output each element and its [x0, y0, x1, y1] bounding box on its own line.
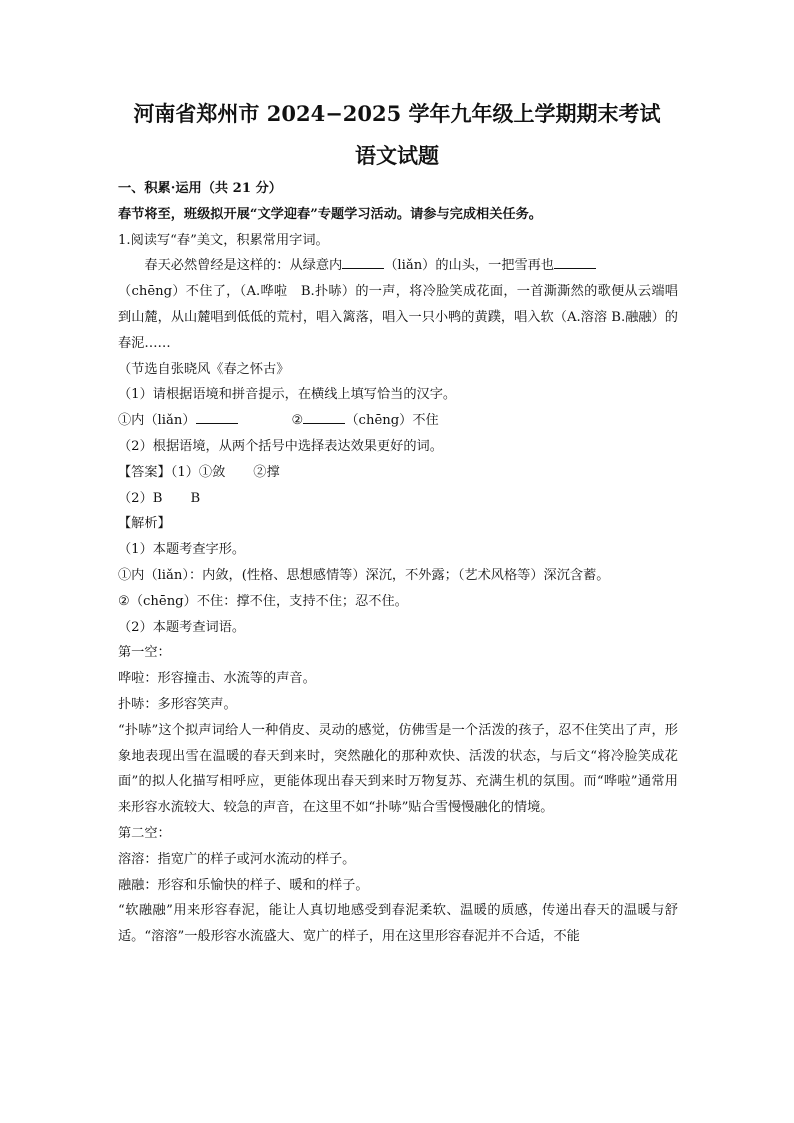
document-title: 河南省郑州市 2024−2025 学年九年级上学期期末考试: [133, 101, 661, 126]
analysis-paragraph: “扑哧”这个拟声词给人一种俏皮、灵动的感觉，仿佛雪是一个活泼的孩子，忍不住笑出了声，形象地表现出雪在温暖的春天到来时，突然融化的那种欢快、活泼的状态，与后文“将冷脸笑成花面”的拟人化描写相呼应，更能体现出春天到来时万物复苏、充满生机的氛围。而“哗啦”通常用来形容水流较大、较急的声音，在这里不如“扑哧”贴合雪慢慢融化的情境。: [118, 722, 678, 816]
section-heading: 一、积累·运用（共 21 分）: [118, 181, 282, 196]
document-subtitle: 语文试题: [355, 143, 439, 168]
analysis-line: ②（chēng）不住：撑不住，支持不住；忍不住。: [118, 593, 408, 609]
section-intro: 春节将至，班级拟开展“文学迎春”专题学习活动。请参与完成相关任务。: [118, 206, 542, 222]
analysis-line: 扑哧：多形容笑声。: [118, 696, 237, 712]
passage-source: （节选自张晓风《春之怀古》: [118, 361, 290, 377]
answer-text: ②撑: [253, 464, 280, 480]
analysis-line: ①内（liǎn）：内敛，(性格、思想感情等）深沉，不外露；（艺术风格等）深沉含蓄。: [118, 567, 610, 583]
fill-item-2-suffix: （chēng）不住: [345, 413, 439, 429]
analysis-line: 溶溶：指宽广的样子或河水流动的样子。: [118, 851, 356, 867]
analysis-label: 【解析】: [118, 516, 171, 532]
passage-line1: [118, 253, 678, 279]
answer-blank: [196, 409, 238, 424]
sub-question-2: （2）根据语境，从两个括号中选择表达效果更好的词。: [118, 438, 443, 454]
answer-line-2: [118, 486, 678, 512]
analysis-line: （1）本题考查字形。: [118, 542, 246, 558]
question-prompt: 1.阅读写“春”美文，积累常用字词。: [118, 232, 329, 248]
answer-text: （1）①敛: [170, 464, 226, 480]
answer-blank: [303, 409, 345, 424]
fill-in-line: [118, 408, 678, 434]
answer-line-1: [118, 460, 678, 486]
passage-text: （liǎn）的山头，一把雪再也: [384, 258, 555, 274]
analysis-paragraph: “软融融”用来形容春泥，能让人真切地感受到春泥柔软、温暖的质感，传递出春天的温暖与舒适。“溶溶”一般形容水流盛大、宽广的样子，用在这里形容春泥并不合适，不能: [118, 903, 678, 945]
sub-question-1: （1）请根据语境和拼音提示，在横线上填写恰当的汉字。: [118, 387, 457, 403]
answer-text: （2）B: [118, 490, 163, 506]
answer-blank: [554, 254, 596, 269]
passage-body: （chēng）不住了，（A.哗啦 B.扑哧）的一声，将冷脸笑成花面，一首澌澌然的歌便从云端唱到山麓，从山麓唱到低低的荒村，唱入篱落，唱入一只小鸭的黄蹼，唱入软（A.溶溶 B.融融）的春泥……: [118, 284, 678, 351]
answer-text: B: [190, 490, 201, 506]
answer-blank: [342, 254, 384, 269]
analysis-line: 第二空：: [118, 825, 171, 841]
document-body: [118, 176, 678, 950]
analysis-line: 哗啦：形容撞击、水流等的声音。: [118, 671, 316, 687]
fill-item-1: ①内（liǎn）: [118, 413, 196, 429]
passage-text: 春天必然曾经是这样的：从绿意内: [144, 258, 343, 274]
answer-label: 【答案】: [118, 464, 171, 480]
analysis-line: 第一空：: [118, 645, 171, 661]
analysis-line: 融融：形容和乐愉快的样子、暖和的样子。: [118, 877, 369, 893]
analysis-line: （2）本题考查词语。: [118, 619, 246, 635]
fill-item-2-prefix: ②: [291, 413, 304, 429]
